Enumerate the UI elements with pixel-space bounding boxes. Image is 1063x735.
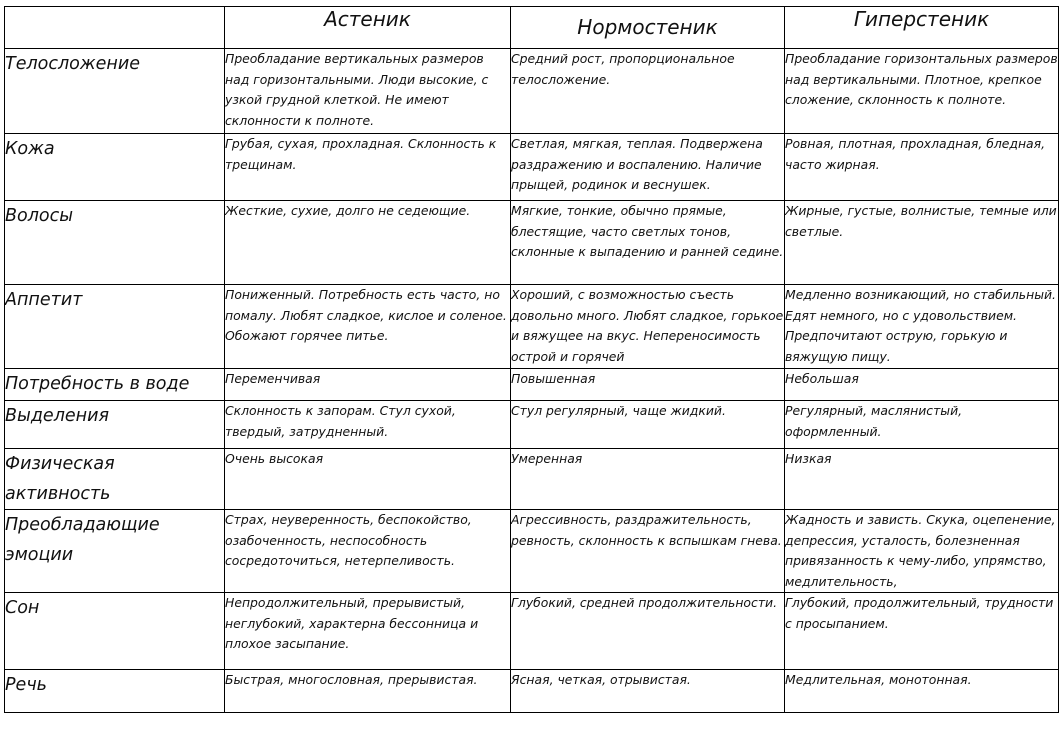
cell-asthenic: Непродолжительный, прерывистый, неглубокий, характерна бессонница и плохое засыпание. (225, 593, 511, 670)
row-body-build (5, 49, 1059, 134)
cell-asthenic: Быстрая, многословная, прерывистая. (225, 670, 511, 713)
cell-hypersthenic: Преобладание горизонтальных размеров над вертикальными. Плотное, крепкое сложение, склонность к полноте. (785, 49, 1059, 134)
cell-normosthenic: Умеренная (511, 449, 785, 510)
cell-normosthenic: Стул регулярный, чаще жидкий. (511, 401, 785, 449)
cell-hypersthenic: Жирные, густые, волнистые, темные или светлые. (785, 201, 1059, 285)
cell-hypersthenic: Глубокий, продолжительный, трудности с просыпанием. (785, 593, 1059, 670)
cell-asthenic: Грубая, сухая, прохладная. Склонность к трещинам. (225, 134, 511, 201)
cell-asthenic: Преобладание вертикальных размеров над горизонтальными. Люди высокие, с узкой грудной клеткой. Не имеют склонности к полноте. (225, 49, 511, 134)
row-physical-activity (5, 449, 1059, 510)
header-row (5, 7, 1059, 49)
cell-normosthenic: Мягкие, тонкие, обычно прямые, блестящие, часто светлых тонов, склонные к выпадению и ранней седине. (511, 201, 785, 285)
body-type-table (4, 6, 1059, 713)
row-label: Телосложение (5, 49, 225, 134)
cell-normosthenic: Ясная, четкая, отрывистая. (511, 670, 785, 713)
row-hair (5, 201, 1059, 285)
cell-normosthenic: Агрессивность, раздражительность, ревность, склонность к вспышкам гнева. (511, 510, 785, 593)
cell-asthenic: Склонность к запорам. Стул сухой, твердый, затрудненный. (225, 401, 511, 449)
header-asthenic: Астеник (225, 7, 511, 49)
row-label: Речь (5, 670, 225, 713)
cell-normosthenic: Светлая, мягкая, теплая. Подвержена раздражению и воспалению. Наличие прыщей, родинок и веснушек. (511, 134, 785, 201)
header-hypersthenic: Гиперстеник (785, 7, 1059, 49)
cell-normosthenic: Глубокий, средней продолжительности. (511, 593, 785, 670)
cell-hypersthenic: Небольшая (785, 369, 1059, 401)
row-appetite (5, 285, 1059, 369)
cell-normosthenic: Хороший, с возможностью съесть довольно много. Любят сладкое, горькое и вяжущее на вкус. Непереносимость острой и горячей (511, 285, 785, 369)
row-label: Физическая активность (5, 449, 225, 510)
cell-asthenic: Пониженный. Потребность есть часто, но помалу. Любят сладкое, кислое и соленое. Обожают горячее питье. (225, 285, 511, 369)
row-label: Преобладающие эмоции (5, 510, 225, 593)
cell-asthenic: Жесткие, сухие, долго не седеющие. (225, 201, 511, 285)
row-skin (5, 134, 1059, 201)
cell-hypersthenic: Медленно возникающий, но стабильный. Едят немного, но с удовольствием. Предпочитают острую, горькую и вяжущую пищу. (785, 285, 1059, 369)
header-corner-cell (5, 7, 225, 49)
cell-hypersthenic: Жадность и зависть. Скука, оцепенение, депрессия, усталость, болезненная привязанность к чему-либо, упрямство, медлительность, (785, 510, 1059, 593)
row-speech (5, 670, 1059, 713)
row-label: Сон (5, 593, 225, 670)
cell-asthenic: Переменчивая (225, 369, 511, 401)
cell-hypersthenic: Регулярный, маслянистый, оформленный. (785, 401, 1059, 449)
cell-hypersthenic: Медлительная, монотонная. (785, 670, 1059, 713)
row-label: Потребность в воде (5, 369, 225, 401)
cell-hypersthenic: Низкая (785, 449, 1059, 510)
cell-hypersthenic: Ровная, плотная, прохладная, бледная, часто жирная. (785, 134, 1059, 201)
row-label: Аппетит (5, 285, 225, 369)
row-label: Кожа (5, 134, 225, 201)
row-excretion (5, 401, 1059, 449)
row-label: Выделения (5, 401, 225, 449)
header-normosthenic: Нормостеник (511, 7, 785, 49)
row-sleep (5, 593, 1059, 670)
row-water-need (5, 369, 1059, 401)
cell-asthenic: Страх, неуверенность, беспокойство, озабоченность, неспособность сосредоточиться, нетерпеливость. (225, 510, 511, 593)
cell-normosthenic: Средний рост, пропорциональное телосложение. (511, 49, 785, 134)
cell-normosthenic: Повышенная (511, 369, 785, 401)
row-emotions (5, 510, 1059, 593)
row-label: Волосы (5, 201, 225, 285)
cell-asthenic: Очень высокая (225, 449, 511, 510)
